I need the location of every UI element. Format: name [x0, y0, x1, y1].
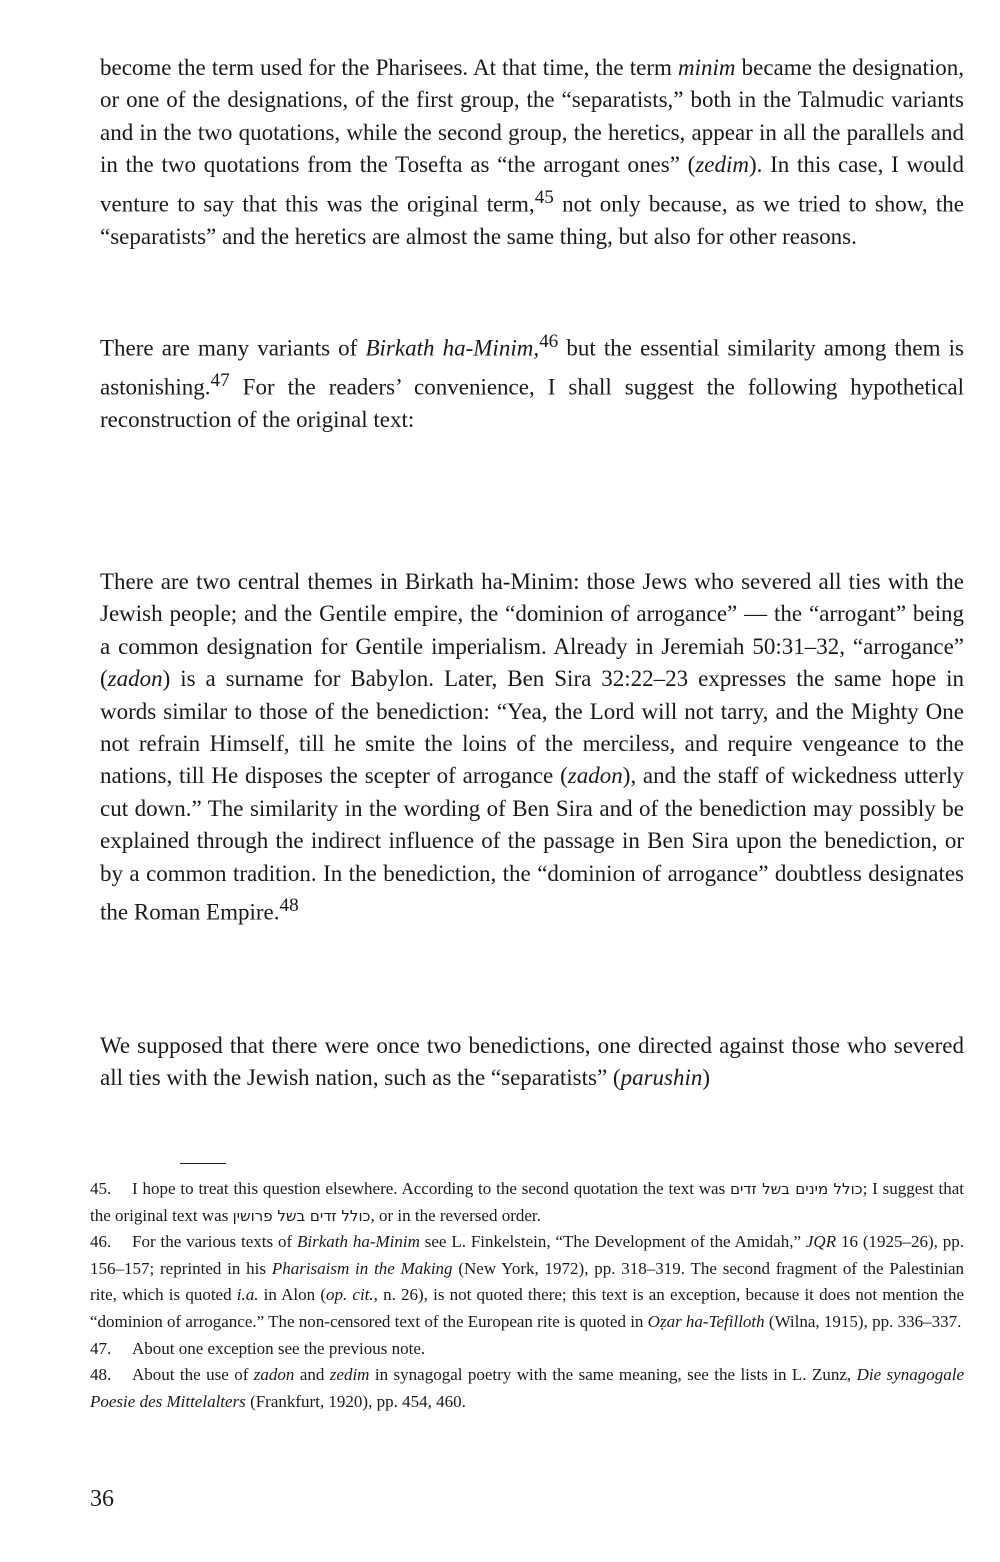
text-run: (New York, 1972), pp. 318–319. The second fragment of the Palestinian rite, which is quoted: [90, 1258, 964, 1305]
italic-title: Oẓar ha-Tefilloth: [647, 1311, 765, 1331]
text-run: , n. 26), is not quoted there; this text is an exception, because it does not mention the “dominion of arrogance.” The non-censored text of the European rite is quoted in: [90, 1285, 964, 1331]
footnotes: [90, 1176, 964, 1415]
text-run: About the use of: [132, 1365, 254, 1385]
footnote-ref-47: 47: [210, 370, 230, 392]
text-run: 16 (1925–26), pp. 156–157; reprinted in his: [90, 1232, 965, 1278]
text-run: ; I suggest that the original text was: [90, 1179, 964, 1225]
text-run: not only because, as we tried to show, the “separatists” and the heretics are almost the same thing, but also for other reasons.: [100, 191, 964, 249]
text-run: and: [294, 1365, 330, 1385]
text-run: in Alon (: [258, 1285, 326, 1305]
text-run: see L. Finkelstein, “The Development of the Amidah,”: [419, 1232, 806, 1252]
footnote-47: [90, 1336, 964, 1363]
italic-term: zedim: [329, 1365, 370, 1385]
hebrew-text: כולל זדים בשל פרושין: [232, 1206, 371, 1225]
italic-term: zadon: [107, 666, 163, 692]
footnote-48: [90, 1362, 964, 1415]
text-run: ). In this case, I would venture to say that this was the original term,: [100, 152, 964, 217]
footnote-divider: [180, 1163, 226, 1164]
footnote-ref-48: 48: [279, 895, 299, 917]
body-paragraph-1: [100, 52, 964, 253]
text-run: , or in the reversed order.: [370, 1205, 541, 1225]
footnote-ref-45: 45: [534, 186, 554, 208]
footnote-number: 48.: [90, 1365, 112, 1385]
italic-term: minim: [678, 55, 736, 80]
text-run: About one exception see the previous note.: [132, 1338, 426, 1358]
text-run: ): [702, 1065, 711, 1091]
italic-title: Birkath ha-Minim: [297, 1232, 420, 1252]
footnote-ref-46: 46: [539, 331, 559, 352]
text-run: (Wilna, 1915), pp. 336–337.: [764, 1311, 962, 1331]
text-run: There are many variants of: [100, 335, 366, 361]
italic-abbrev: i.a.: [236, 1285, 259, 1305]
footnote-number: 47.: [90, 1338, 112, 1358]
text-run: in synagogal poetry with the same meaning, see the lists in L. Zunz,: [369, 1365, 857, 1385]
body-paragraph-3: [100, 566, 964, 929]
italic-title: Die synagogale Poesie des Mittelalters: [90, 1365, 964, 1411]
footnote-45: [90, 1176, 964, 1229]
footnote-46: [90, 1229, 964, 1335]
text-run: ) is a surname for Babylon. Later, Ben Sira 32:22–23 expresses the same hope in words similar to those of the benediction: “Yea, the Lord will not tarry, and the Mighty One not refrain Himself, till he smite the loins of the merciless, and require vengeance to the nations, till He disposes the scepter of arrogance (: [100, 666, 964, 789]
page-number: 36: [90, 1486, 114, 1512]
italic-title: Pharisaism in the Making: [271, 1258, 453, 1278]
text-run: (Frankfurt, 1920), pp. 454, 460.: [245, 1391, 466, 1411]
text-run: but the essential similarity among them is astonishing.: [100, 335, 964, 400]
footnote-number: 46.: [90, 1232, 112, 1252]
italic-term: zadon: [253, 1365, 295, 1385]
body-paragraph-4: [100, 1030, 964, 1095]
hebrew-text: כולל מינים בשל זדים: [730, 1180, 863, 1198]
text-run: became the designation, or one of the designations, of the first group, the “separatists,” both in the Talmudic variants and in the two quotations, while the second group, the heretics, appear in all the parallels and in the two quotations from the Tosefta as “the arrogant ones” (: [100, 55, 964, 178]
text-run: become the term used for the Pharisees. At that time, the term: [100, 55, 679, 80]
text-run: ), and the staff of wickedness utterly cut down.” The similarity in the wording of Ben Sira and of the benediction may possibly be explained through the indirect influence of the passage in Ben Sira upon the benediction, or by a common tradition. In the benediction, the “dominion of arrogance” doubtless designates the Roman Empire.: [100, 763, 964, 925]
text-run: For the various texts of: [132, 1232, 297, 1252]
footnote-number: 45.: [90, 1179, 112, 1198]
text-run: I hope to treat this question elsewhere. According to the second quotation the text was: [132, 1179, 731, 1198]
italic-term: zadon: [567, 763, 623, 789]
italic-term: Birkath ha-Minim,: [365, 335, 540, 361]
italic-term: parushin: [620, 1065, 703, 1091]
text-run: For the readers’ convenience, I shall suggest the following hypothetical reconstruction of the original text:: [100, 374, 964, 433]
italic-term: zedim: [695, 152, 749, 178]
text-run: We supposed that there were once two benedictions, one directed against those who severed all ties with the Jewish nation, such as the “separatists” (: [100, 1033, 964, 1091]
italic-title: JQR: [805, 1232, 837, 1252]
text-run: There are two central themes in Birkath ha-Minim: those Jews who severed all ties with the Jewish people; and the Gentile empire, the “dominion of arrogance” — the “arrogant” being a common designation for Gentile imperialism. Already in Jeremiah 50:31–32, “arrogance” (: [100, 569, 964, 692]
body-paragraph-2: [100, 326, 964, 437]
italic-abbrev: op. cit.: [325, 1285, 374, 1305]
